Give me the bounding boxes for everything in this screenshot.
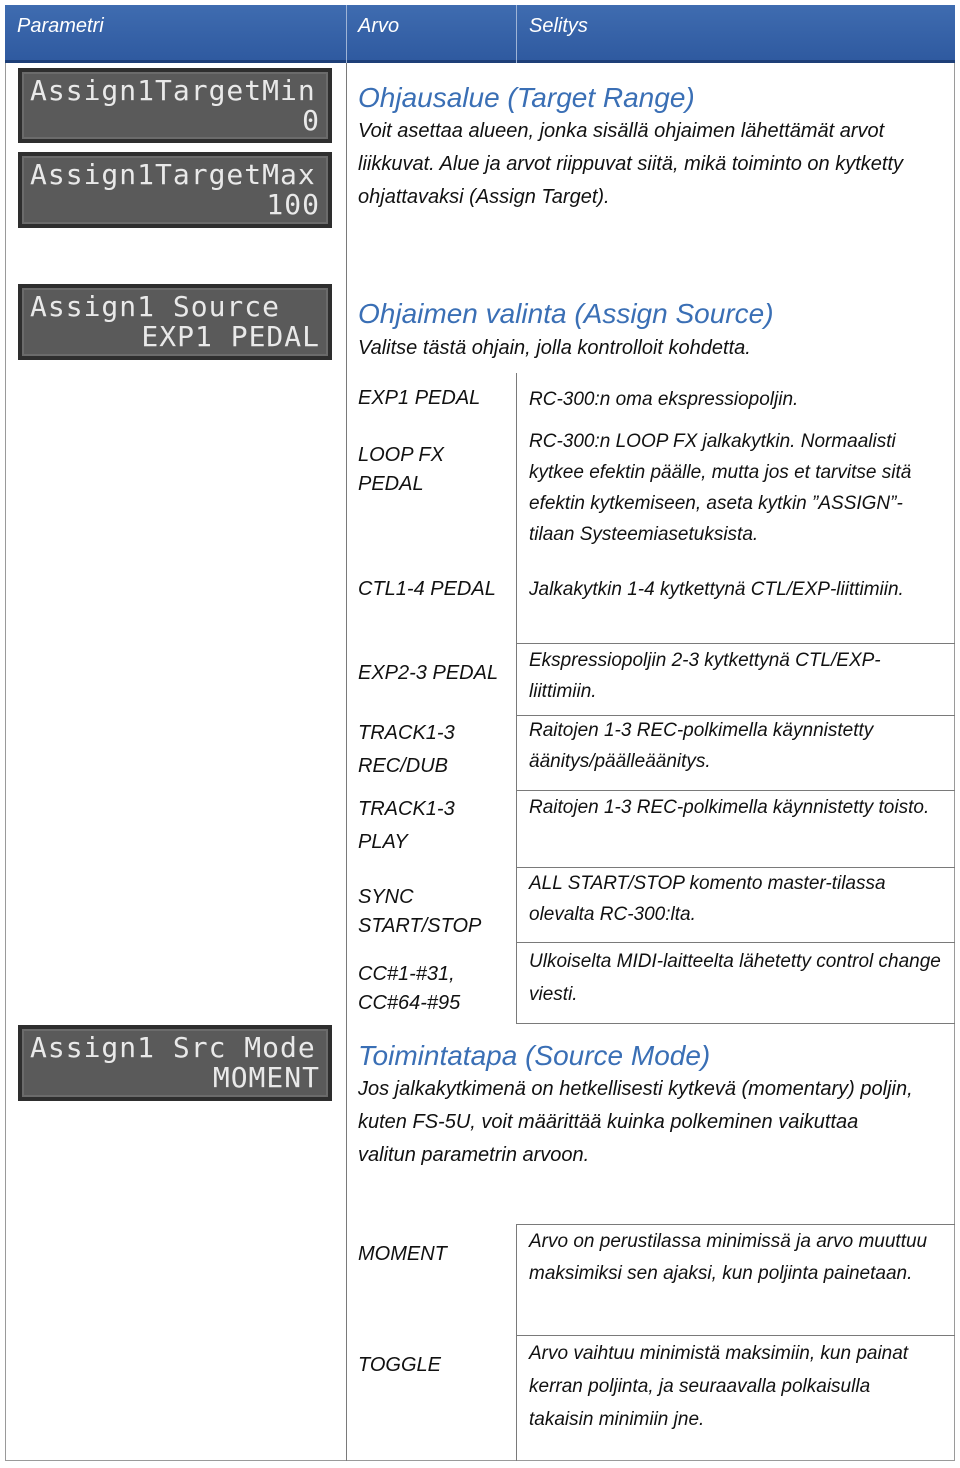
option-name: MOMENT (358, 1243, 447, 1265)
lcd-line: Assign1TargetMax (30, 158, 316, 191)
header-divider (516, 5, 517, 63)
option-desc: RC-300:n oma ekspressiopoljin. (529, 389, 799, 410)
option-name: LOOP FX PEDAL (358, 444, 444, 495)
option-desc: Ulkoiselta MIDI-laitteelta lähetetty control change viesti. (529, 951, 941, 1005)
lcd-line: Assign1TargetMin (30, 74, 316, 107)
option-name: CTL1-4 PEDAL (358, 578, 496, 600)
header-selitys: Selitys (529, 15, 588, 37)
option-desc: ALL START/STOP komento master-tilassa olevalta RC-300:lta. (529, 873, 886, 925)
option-desc: Raitojen 1-3 REC-polkimella käynnistetty toisto. (529, 797, 930, 818)
source-mode-desc: Jos jalkakytkimenä on hetkellisesti kytkevä (momentary) poljin, kuten FS-5U, voit määrittää kuinka polkeminen vaikuttaa valitun parametrin arvoon. (358, 1078, 913, 1166)
lcd-target-max (18, 152, 332, 228)
target-range-desc: Voit asettaa alueen, jonka sisällä ohjaimen lähettämät arvot liikkuvat. Alue ja arvot riippuvat siitä, mikä toiminto on kytketty ohjattavaksi (Assign Target). (358, 120, 904, 208)
option-name: SYNC START/STOP (358, 886, 482, 937)
target-range-title: Ohjausalue (Target Range) (358, 82, 695, 113)
row-divider (516, 1224, 955, 1225)
option-desc: Raitojen 1-3 REC-polkimella käynnistetty äänitys/päälleäänitys. (529, 720, 874, 772)
header-divider (346, 5, 347, 63)
lcd-src-mode (18, 1025, 332, 1101)
row-divider (516, 643, 955, 644)
option-name: EXP1 PEDAL (358, 387, 481, 409)
column-divider (346, 63, 347, 1461)
option-name: CC#1-#31, CC#64-#95 (358, 963, 461, 1014)
assign-source-desc: Valitse tästä ohjain, jolla kontrolloit kohdetta. (358, 337, 751, 359)
lcd-line: MOMENT (212, 1061, 320, 1094)
row-divider (516, 1023, 955, 1024)
option-name: TRACK1-3 PLAY (358, 798, 455, 853)
lcd-line: 100 (266, 188, 320, 221)
option-desc: RC-300:n LOOP FX jalkakytkin. Normaalisti kytkee efektin päälle, mutta jos et tarvitse sitä efektin kytkemiseen, aseta kytkin ”ASSIGN”-tilaan Systeemiasetuksista. (529, 431, 912, 545)
option-name: TOGGLE (358, 1354, 441, 1376)
lcd-line: Assign1 Src Mode (30, 1031, 316, 1064)
source-mode-title: Toimintatapa (Source Mode) (358, 1040, 711, 1071)
assign-source-title: Ohjaimen valinta (Assign Source) (358, 298, 774, 329)
option-name: EXP2-3 PEDAL (358, 662, 499, 684)
lcd-line: Assign1 Source (30, 290, 281, 323)
lcd-line: 0 (302, 104, 320, 137)
lcd-line: EXP1 PEDAL (141, 320, 320, 353)
row-divider (516, 1335, 955, 1336)
column-divider (516, 1224, 517, 1461)
header-arvo: Arvo (358, 15, 400, 37)
option-name: TRACK1-3 REC/DUB (358, 722, 455, 777)
option-desc: Arvo on perustilassa minimissä ja arvo muuttuu maksimiksi sen ajaksi, kun poljinta painetaan. (529, 1231, 928, 1284)
column-divider (516, 373, 517, 1024)
option-desc: Arvo vaihtuu minimistä maksimiin, kun painat kerran poljinta, ja seuraavalla polkaisulla takaisin minimiin jne. (529, 1343, 909, 1430)
lcd-target-min (18, 68, 332, 143)
row-divider (516, 942, 955, 943)
header-parametri: Parametri (17, 15, 104, 37)
table-header (5, 5, 955, 63)
option-desc: Jalkakytkin 1-4 kytkettynä CTL/EXP-liittimiin. (529, 579, 904, 600)
option-desc: Ekspressiopoljin 2-3 kytkettynä CTL/EXP-liittimiin. (529, 650, 881, 702)
row-divider (516, 790, 955, 791)
lcd-assign-source (18, 284, 332, 360)
